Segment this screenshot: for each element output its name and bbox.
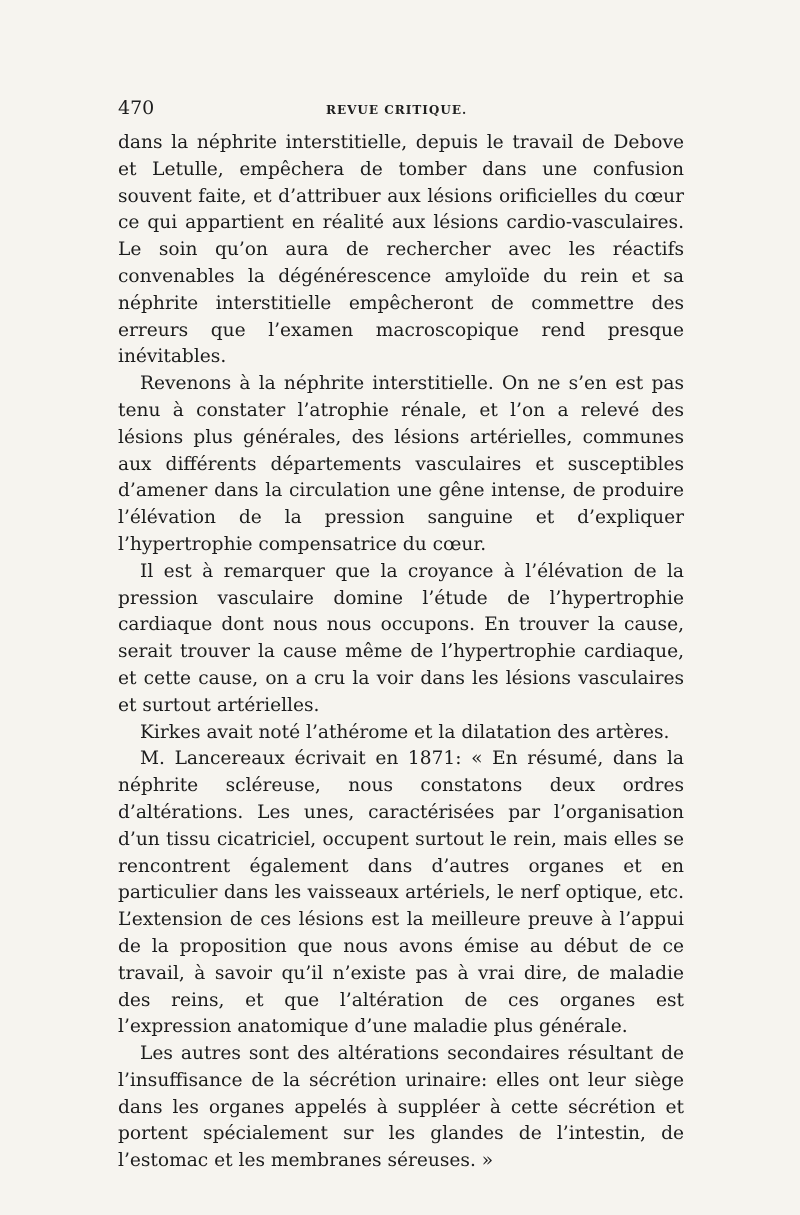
page-number: 470: [118, 97, 155, 119]
running-head: REVUE CRITIQUE.: [326, 103, 468, 117]
page-header: [118, 97, 684, 125]
paragraph-5: M. Lancereaux écrivait en 1871: « En résumé, dans la néphrite scléreuse, nous constatons deux ordres d’altérations. Les unes, caractérisées par l’organisation d’un tissu cicatriciel, occupent surtout le rein, mais elles se rencontrent également dans d’autres organes et en particulier dans les vaisseaux artériels, le nerf optique, etc. L’extension de ces lésions est la meilleure preuve à l’appui de la proposition que nous avons émise au début de ce travail, à savoir qu’il n’existe pas à vrai dire, de maladie des reins, et que l’altération de ces organes est l’expression anatomique d’une maladie plus générale.: [118, 748, 684, 1038]
paragraph-1: dans la néphrite interstitielle, depuis le travail de Debove et Letulle, empêchera de tomber dans une confusion souvent faite, et d’attribuer aux lésions orificielles du cœur ce qui appartient en réalité aux lésions cardio-vasculaires. Le soin qu’on aura de rechercher avec les réactifs convenables la dégénérescence amyloïde du rein et sa néphrite interstitielle empêcheront de commettre des erreurs que l’examen macroscopique rend presque inévitables.: [118, 132, 684, 368]
paragraph-4: Kirkes avait noté l’athérome et la dilatation des artères.: [140, 721, 670, 743]
body-text: [118, 130, 684, 1175]
paragraph-2: Revenons à la néphrite interstitielle. On ne s’en est pas tenu à constater l’atrophie rénale, et l’on a relevé des lésions plus générales, des lésions artérielles, communes aux différents départements vasculaires et susceptibles d’amener dans la circulation une gêne intense, de produire l’élévation de la pression sanguine et d’expliquer l’hypertrophie compensatrice du cœur.: [118, 373, 684, 555]
paragraph-3: Il est à remarquer que la croyance à l’élévation de la pression vasculaire domine l’étude de l’hypertrophie cardiaque dont nous nous occupons. En trouver la cause, serait trouver la cause même de l’hypertrophie cardiaque, et cette cause, on a cru la voir dans les lésions vasculaires et surtout artérielles.: [118, 560, 684, 716]
paragraph-6: Les autres sont des altérations secondaires résultant de l’insuffisance de la sécrétion urinaire: elles ont leur siège dans les organes appelés à suppléer à cette sécrétion et portent spécialement sur les glandes de l’intestin, de l’estomac et les membranes séreuses. »: [118, 1043, 684, 1172]
